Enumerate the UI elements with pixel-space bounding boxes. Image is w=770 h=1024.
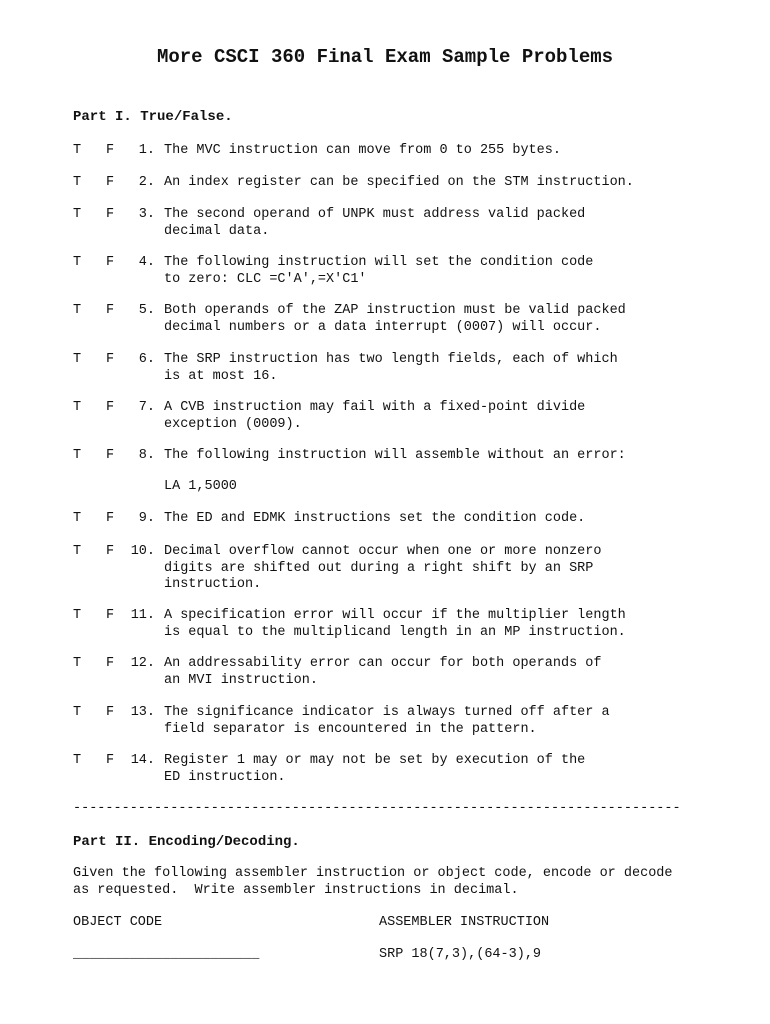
- question-text: An index register can be specified on the STM instruction.: [164, 175, 634, 190]
- false-option[interactable]: F: [106, 207, 115, 222]
- question-row: [0, 207, 770, 241]
- page-title: More CSCI 360 Final Exam Sample Problems: [156, 46, 614, 68]
- question-row: [0, 400, 770, 434]
- section-divider: ---------------------------------------------------------------------------: [73, 801, 681, 816]
- question-text: The MVC instruction can move from 0 to 255 bytes.: [164, 143, 561, 158]
- question-row: [0, 143, 770, 177]
- true-option[interactable]: T: [73, 448, 82, 463]
- true-option[interactable]: T: [73, 175, 82, 190]
- question-row: [0, 656, 770, 690]
- question-text: The following instruction will assemble without an error:: [164, 448, 626, 463]
- question-text: Register 1 may or may not be set by execution of the ED instruction.: [164, 753, 586, 785]
- question-row: [0, 753, 770, 787]
- question-number: 1.: [138, 143, 155, 158]
- object-code-header: OBJECT CODE: [73, 915, 163, 930]
- question-number: 9.: [138, 511, 155, 526]
- question-number: 12.: [130, 656, 155, 671]
- question-row: [0, 303, 770, 337]
- false-option[interactable]: F: [106, 608, 115, 623]
- true-option[interactable]: T: [73, 143, 82, 158]
- question-text: An addressability error can occur for both operands of an MVI instruction.: [164, 656, 602, 688]
- question-row: [0, 448, 770, 494]
- question-row: [0, 705, 770, 739]
- false-option[interactable]: F: [106, 656, 115, 671]
- question-text: The ED and EDMK instructions set the condition code.: [164, 511, 586, 526]
- question-text: The second operand of UNPK must address valid packed decimal data.: [164, 207, 586, 239]
- false-option[interactable]: F: [106, 753, 115, 768]
- true-option[interactable]: T: [73, 303, 82, 318]
- question-number: 3.: [138, 207, 155, 222]
- question-number: 7.: [138, 400, 155, 415]
- object-code-answer-blank: _______________________: [73, 947, 260, 962]
- true-option[interactable]: T: [73, 255, 82, 270]
- question-number: 4.: [138, 255, 155, 270]
- true-option[interactable]: T: [73, 608, 82, 623]
- question-number: 14.: [130, 753, 155, 768]
- question-row: [0, 511, 770, 545]
- question-number: 6.: [138, 352, 155, 367]
- false-option[interactable]: F: [106, 255, 115, 270]
- false-option[interactable]: F: [106, 511, 115, 526]
- assembler-instruction-header: ASSEMBLER INSTRUCTION: [379, 915, 550, 930]
- true-option[interactable]: T: [73, 511, 82, 526]
- question-text: The following instruction will set the condition code to zero: CLC =C'A',=X'C1': [164, 255, 594, 287]
- question-text: The SRP instruction has two length fields, each of which is at most 16.: [164, 352, 618, 384]
- part2-instructions: Given the following assembler instruction or object code, encode or decode as requested. Write assembler instructions in decimal.: [73, 866, 673, 898]
- part1-heading: Part I. True/False.: [73, 109, 233, 125]
- false-option[interactable]: F: [106, 303, 115, 318]
- false-option[interactable]: F: [106, 143, 115, 158]
- part2-heading: Part II. Encoding/Decoding.: [73, 834, 300, 850]
- question-number: 11.: [130, 608, 155, 623]
- true-option[interactable]: T: [73, 400, 82, 415]
- question-text: A CVB instruction may fail with a fixed-point divide exception (0009).: [164, 400, 586, 432]
- question-text: A specification error will occur if the multiplier length is equal to the multiplicand length in an MP instruction.: [164, 608, 626, 640]
- true-option[interactable]: T: [73, 656, 82, 671]
- false-option[interactable]: F: [106, 448, 115, 463]
- assembler-instruction-value: SRP 18(7,3),(64-3),9: [379, 947, 542, 962]
- question-row: [0, 175, 770, 209]
- false-option[interactable]: F: [106, 544, 115, 559]
- question-row: [0, 352, 770, 386]
- question-code-line: LA 1,5000: [164, 479, 237, 494]
- question-number: 5.: [138, 303, 155, 318]
- question-row: [0, 544, 770, 592]
- true-option[interactable]: T: [73, 753, 82, 768]
- false-option[interactable]: F: [106, 352, 115, 367]
- question-number: 10.: [130, 544, 155, 559]
- question-text: Decimal overflow cannot occur when one or more nonzero digits are shifted out during a right shift by an SRP instruction.: [164, 544, 602, 592]
- question-row: [0, 608, 770, 642]
- question-number: 8.: [138, 448, 155, 463]
- question-row: [0, 255, 770, 289]
- question-number: 2.: [138, 175, 155, 190]
- true-option[interactable]: T: [73, 705, 82, 720]
- question-text: Both operands of the ZAP instruction must be valid packed decimal numbers or a data interrupt (0007) will occur.: [164, 303, 626, 335]
- false-option[interactable]: F: [106, 175, 115, 190]
- question-text: The significance indicator is always turned off after a field separator is encountered in the pattern.: [164, 705, 610, 737]
- false-option[interactable]: F: [106, 400, 115, 415]
- true-option[interactable]: T: [73, 207, 82, 222]
- true-option[interactable]: T: [73, 544, 82, 559]
- question-number: 13.: [130, 705, 155, 720]
- true-option[interactable]: T: [73, 352, 82, 367]
- false-option[interactable]: F: [106, 705, 115, 720]
